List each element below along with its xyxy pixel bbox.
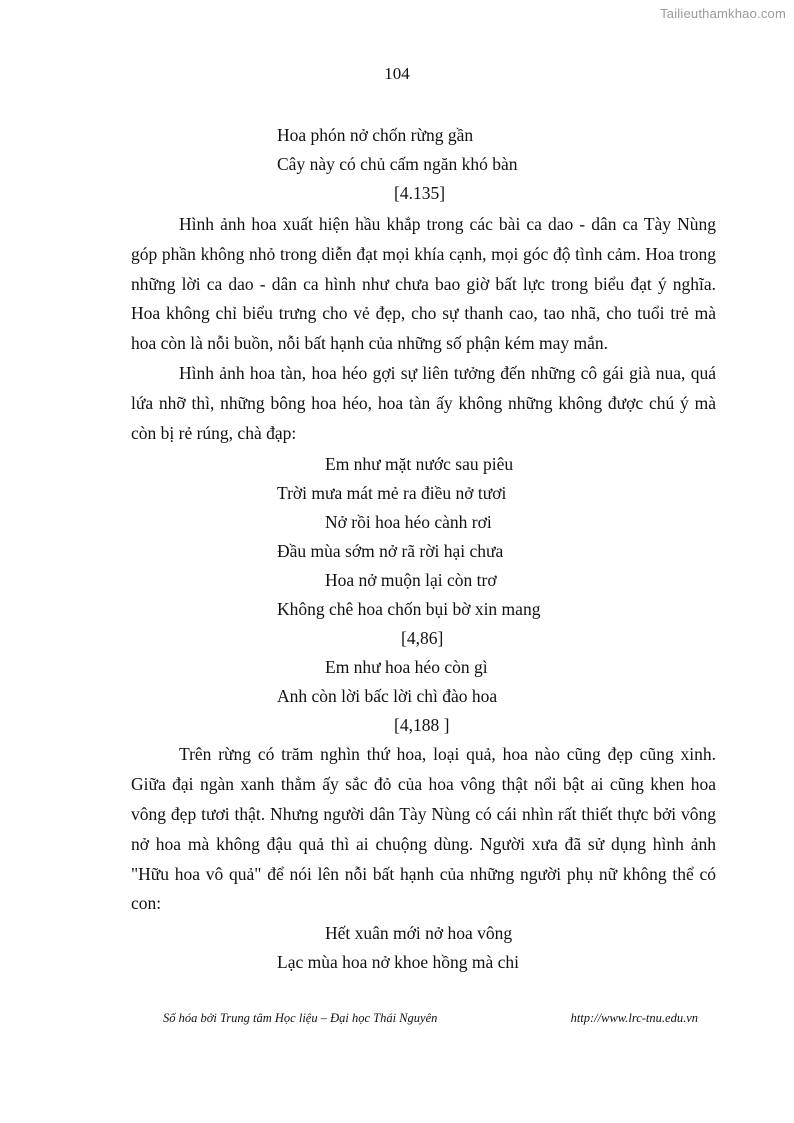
verse-line: Em như hoa héo còn gì [325,657,488,678]
verse-line: Hoa nở muộn lại còn trơ [325,570,497,591]
footer-url: http://www.lrc-tnu.edu.vn [570,1011,698,1025]
verse-block-2 [131,450,716,653]
verse-line: Nở rồi hoa héo cành rơi [325,512,492,533]
verse-line: Cây này có chủ cấm ngăn khó bàn [277,154,518,174]
paragraph: Hình ảnh hoa xuất hiện hầu khắp trong các bài ca dao - dân ca Tày Nùng góp phần không nhỏ trong diễn đạt mọi khía cạnh, mọi góc độ tình cảm. Hoa trong những lời ca dao - dân ca hình như chưa bao giờ bất lực trong biểu đạt ý nghĩa. Hoa không chỉ biểu trưng cho vẻ đẹp, cho sự thanh cao, tao nhã, cho tuổi trẻ mà hoa còn là nỗi buồn, nỗi bất hạnh của những số phận kém may mắn. [131,214,716,354]
page-footer [163,1011,698,1026]
watermark-text: Tailieuthamkhao.com [660,6,786,21]
verse-citation: [4.135] [394,183,446,203]
verse-citation: [4,188 ] [394,715,450,736]
verse-block-4 [131,919,716,977]
verse-block-1 [131,121,716,208]
verse-line: Trời mưa mát mẻ ra điều nở tươi [277,483,507,504]
verse-line: Lạc mùa hoa nở khoe hồng mà chi [277,952,520,973]
page-number: 104 [384,64,410,83]
paragraph: Trên rừng có trăm nghìn thứ hoa, loại quả, hoa nào cũng đẹp cũng xinh. Giữa đại ngàn xanh thẳm ấy sắc đỏ của hoa vông thật nổi bật ai cũng khen hoa vông đẹp tươi thật. Nhưng người dân Tày Nùng có cái nhìn rất thiết thực bởi vông nở hoa mà không đậu quả thì ai chuộng dùng. Người xưa đã sử dụng hình ảnh "Hữu hoa vô quả" để nói lên nỗi bất hạnh của những người phụ nữ không thể có con: [131,744,716,914]
verse-line: Anh còn lời bấc lời chì đào hoa [277,686,498,707]
verse-line: Đầu mùa sớm nở rã rời hại chưa [277,541,504,562]
verse-block-3 [131,653,716,740]
verse-line: Hoa phón nở chốn rừng gần [277,125,474,145]
paragraph: Hình ảnh hoa tàn, hoa héo gợi sự liên tưởng đến những cô gái già nua, quá lứa nhỡ thì, những bông hoa héo, hoa tàn ấy không những không được chú ý mà còn bị rẻ rúng, chà đạp: [131,362,716,443]
footer-source: Số hóa bởi Trung tâm Học liệu – Đại học Thái Nguyên [163,1011,438,1025]
page-body [131,121,716,977]
verse-line: Hết xuân mới nở hoa vông [325,923,513,944]
verse-line: Em như mặt nước sau piêu [325,454,514,475]
verse-line: Không chê hoa chốn bụi bờ xin mang [277,599,541,620]
verse-citation: [4,86] [401,628,444,649]
